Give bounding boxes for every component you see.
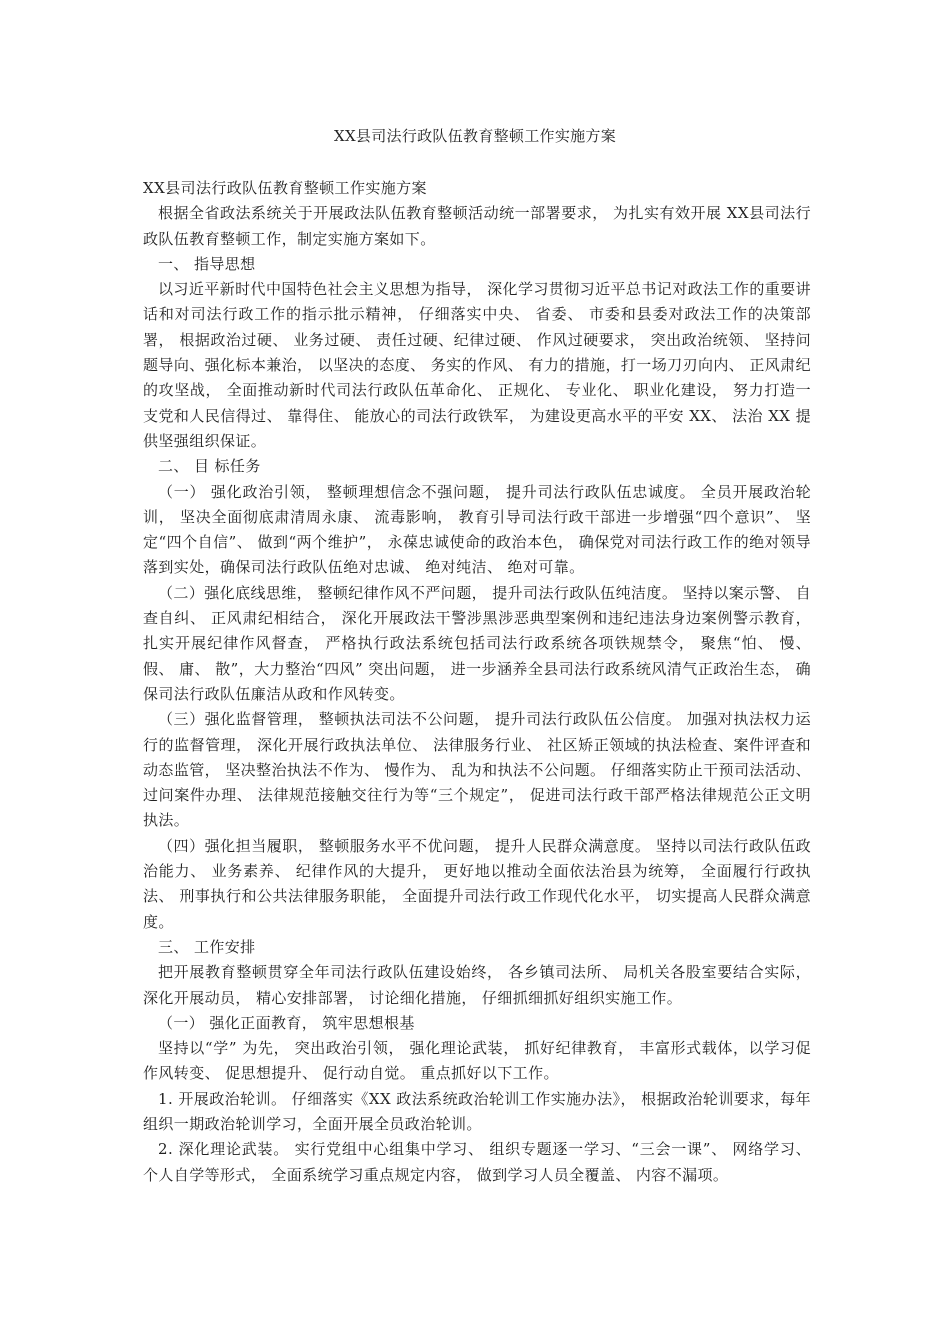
section-heading-1: 一、 指导思想 [158,254,256,273]
arrangement-paragraph: 把开展教育整顿贯穿全年司法行政队伍建设始终， 各乡镇司法所、 局机关各股室要结合实际， 深化开展动员， 精心安排部署， 讨论细化措施， 仔细抓细抓好组织实施工作。 [143,963,811,1007]
task-paragraph-1: （一） 强化政治引领， 整顿理想信念不强问题， 提升司法行政队伍忠诚度。 全员开展政治轮训， 坚决全面彻底肃清周永康、 流毒影响， 教育引导司法行政干部进一步增强“四个意识”、 坚定“四个自信”、 做到“两个维护”， 永葆忠诚使命的政治本色， 确保党对司法行政工作的绝对领导落到实处，确保司法行政队伍绝对忠诚、 绝对纯洁、 绝对可靠。 [143,482,811,577]
section-heading-2: 二、 目 标任务 [158,457,261,476]
education-paragraph: 坚持以“学” 为先， 突出政治引领， 强化理论武装， 抓好纪律教育， 丰富形式载体，以学习促作风转变、 促思想提升、 促行动自觉。 重点抓好以下工作。 [143,1039,811,1083]
subsection-heading-1: （一） 强化正面教育， 筑牢思想根基 [158,1013,415,1032]
document-body [143,176,811,1188]
guiding-thought-paragraph: 以习近平新时代中国特色社会主义思想为指导， 深化学习贯彻习近平总书记对政法工作的重要讲话和对司法行政工作的指示批示精神， 仔细落实中央、 省委、 市委和县委对政法工作的决策部署， 根据政治过硬、 业务过硬、 责任过硬、纪律过硬、 作风过硬要求， 突出政治统领、 坚持问题导向、强化标本兼治， 以坚决的态度、 务实的作风、 有力的措施，打一场刀刃向内、 正风肃纪的攻坚战， 全面推动新时代司法行政队伍革命化、 正规化、 专业化、 职业化建设， 努力打造一支党和人民信得过、 靠得住、 能放心的司法行政铁军， 为建设更高水平的平安 XX、 法治 XX 提供坚强组织保证。 [143,280,811,450]
document-title: XX县司法行政队伍教育整顿工作实施方案 [333,127,617,145]
intro-paragraph: 根据全省政法系统关于开展政法队伍教育整顿活动统一部署要求， 为扎实有效开展 XX县司法行政队伍教育整顿工作，制定实施方案如下。 [143,204,811,248]
list-item-1: 1. 开展政治轮训。 仔细落实《XX 政法系统政治轮训工作实施办法》， 根据政治轮训要求，每年组织一期政治轮训学习，全面开展全员政治轮训。 [143,1089,811,1133]
list-item-2: 2. 深化理论武装。 实行党组中心组集中学习、 组织专题逐一学习、“三会一课”、 网络学习、 个人自学等形式， 全面系统学习重点规定内容， 做到学习人员全覆盖、 内容不漏项。 [143,1140,811,1184]
section-heading-3: 三、 工作安排 [158,937,256,956]
task-paragraph-4: （四）强化担当履职， 整顿服务水平不优问题， 提升人民群众满意度。 坚持以司法行政队伍政治能力、 业务素养、 纪律作风的大提升， 更好地以推动全面依法治县为统筹， 全面履行行政执法、 刑事执行和公共法律服务职能， 全面提升司法行政工作现代化水平， 切实提高人民群众满意度。 [143,836,811,931]
body-subtitle: XX县司法行政队伍教育整顿工作实施方案 [143,179,427,197]
task-paragraph-3: （三）强化监督管理， 整顿执法司法不公问题， 提升司法行政队伍公信度。 加强对执法权力运行的监督管理， 深化开展行政执法单位、 法律服务行业、 社区矫正领域的执法检查、案件评查和动态监管， 坚决整治执法不作为、 慢作为、 乱为和执法不公问题。 仔细落实防止干预司法活动、 过问案件办理、 法律规范接触交往行为等“三个规定”， 促进司法行政干部严格法律规范公正文明执法。 [143,710,811,830]
task-paragraph-2: （二）强化底线思维， 整顿纪律作风不严问题， 提升司法行政队伍纯洁度。 坚持以案示警、 自查自纠、 正风肃纪相结合， 深化开展政法干警涉黑涉恶典型案例和违纪违法身边案例警示教育， 扎实开展纪律作风督查， 严格执行政法系统包括司法行政系统各项铁规禁令， 聚焦“怕、 慢、 假、 庸、 散”，大力整治“四风” 突出问题， 进一步涵养全县司法行政系统风清气正政治生态， 确保司法行政队伍廉洁从政和作风转变。 [143,583,811,703]
